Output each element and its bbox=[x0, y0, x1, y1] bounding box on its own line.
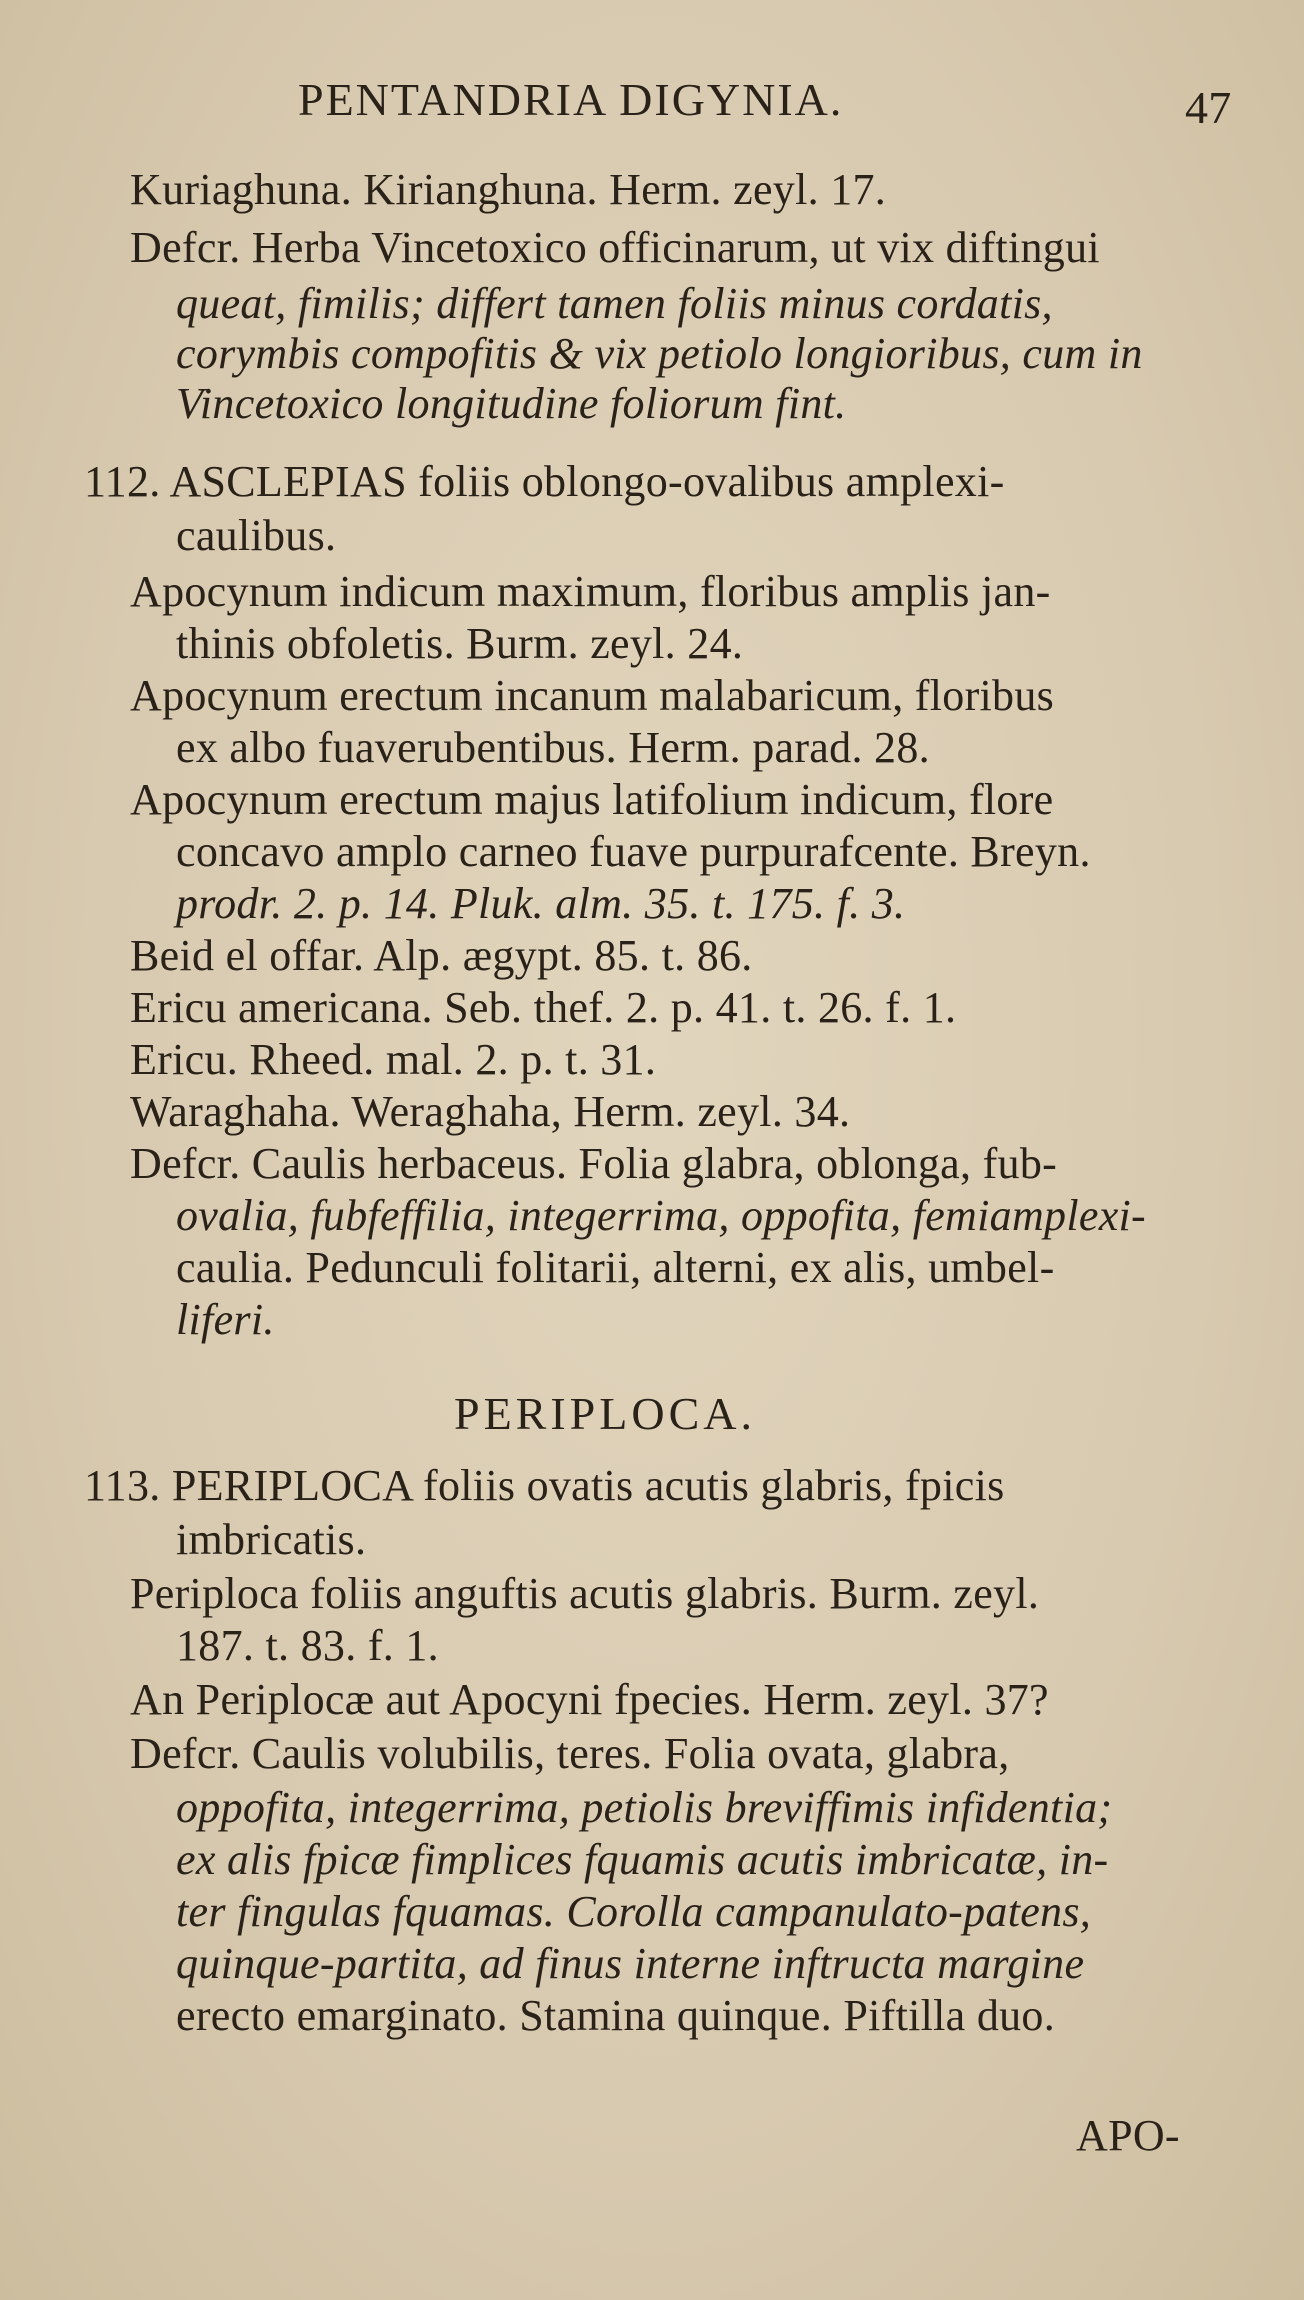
text-line: oppofita, integerrima, petiolis breviffimis infidentia; bbox=[176, 1783, 1113, 1832]
text-line: 187. t. 83. f. 1. bbox=[176, 1621, 439, 1670]
text-line: Waraghaha. Weraghaha, Herm. zeyl. 34. bbox=[130, 1087, 851, 1136]
text-line: erecto emarginato. Stamina quinque. Piftilla duo. bbox=[176, 1991, 1056, 2040]
text-line: Vincetoxico longitudine foliorum fint. bbox=[176, 379, 847, 428]
text-line: corymbis compofitis & vix petiolo longioribus, cum in bbox=[176, 329, 1143, 378]
text-line: caulia. Pedunculi folitarii, alterni, ex alis, umbel- bbox=[176, 1243, 1055, 1292]
text-line: An Periplocæ aut Apocyni fpecies. Herm. zeyl. 37? bbox=[130, 1675, 1049, 1724]
text-line: Beid el offar. Alp. ægypt. 85. t. 86. bbox=[130, 931, 753, 980]
text-line: Apocynum erectum majus latifolium indicum, flore bbox=[130, 775, 1054, 824]
section-title: PERIPLOCA. bbox=[454, 1388, 756, 1439]
text-line: concavo amplo carneo fuave purpurafcente. Breyn. bbox=[176, 827, 1091, 876]
text-line: ter fingulas fquamas. Corolla campanulato-patens, bbox=[176, 1887, 1092, 1936]
text-line: Apocynum indicum maximum, floribus amplis jan- bbox=[130, 567, 1051, 616]
text-line: quinque-partita, ad finus interne inftructa margine bbox=[176, 1939, 1085, 1988]
text-line: Defcr. Caulis herbaceus. Folia glabra, oblonga, fub- bbox=[130, 1139, 1058, 1188]
text-line: Defcr. Herba Vincetoxico officinarum, ut vix diftingui bbox=[130, 223, 1100, 272]
page-number: 47 bbox=[1185, 82, 1232, 133]
species-heading: 113. PERIPLOCA foliis ovatis acutis glabris, fpicis bbox=[84, 1461, 1005, 1510]
text-line: Defcr. Caulis volubilis, teres. Folia ovata, glabra, bbox=[130, 1729, 1010, 1778]
text-line: prodr. 2. p. 14. Pluk. alm. 35. t. 175. f. 3. bbox=[176, 879, 906, 928]
text-line: Apocynum erectum incanum malabaricum, floribus bbox=[130, 671, 1055, 720]
text-line: ex alis fpicæ fimplices fquamis acutis imbricatæ, in- bbox=[176, 1835, 1109, 1884]
running-title: PENTANDRIA DIGYNIA. bbox=[298, 74, 844, 125]
text-line: imbricatis. bbox=[176, 1515, 367, 1564]
text-line: ex albo fuaverubentibus. Herm. parad. 28. bbox=[176, 723, 930, 772]
text-line: caulibus. bbox=[176, 511, 337, 560]
catchword: APO- bbox=[1076, 2111, 1180, 2160]
text-line: Periploca foliis anguftis acutis glabris. Burm. zeyl. bbox=[130, 1569, 1040, 1618]
text-line: ovalia, fubfeffilia, integerrima, oppofita, femiamplexi- bbox=[176, 1191, 1146, 1240]
text-line: Ericu. Rheed. mal. 2. p. t. 31. bbox=[130, 1035, 657, 1084]
text-line: liferi. bbox=[176, 1295, 275, 1344]
text-line: queat, fimilis; differt tamen foliis minus cordatis, bbox=[176, 279, 1053, 328]
text-line: Kuriaghuna. Kirianghuna. Herm. zeyl. 17. bbox=[130, 165, 887, 214]
text-line: thinis obfoletis. Burm. zeyl. 24. bbox=[176, 619, 744, 668]
species-heading: 112. ASCLEPIAS foliis oblongo-ovalibus amplexi- bbox=[84, 457, 1005, 506]
text-line: Ericu americana. Seb. thef. 2. p. 41. t. 26. f. 1. bbox=[130, 983, 957, 1032]
